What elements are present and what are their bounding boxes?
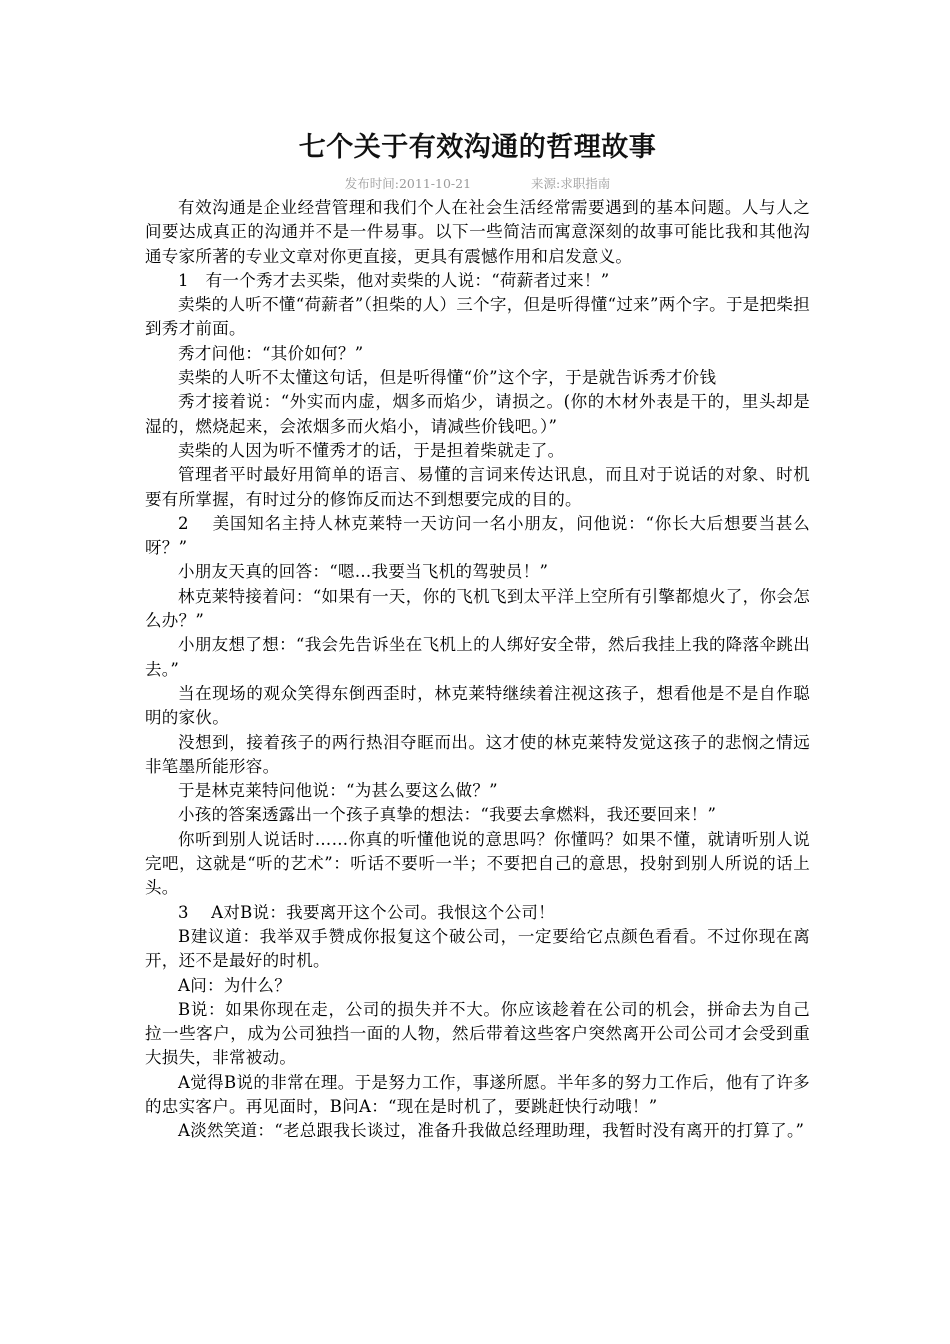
paragraph: B说：如果你现在走，公司的损失并不大。你应该趁着在公司的机会，拼命去为自己拉一些客户，成为公司独挡一面的人物，然后带着这些客户突然离开公司公司才会受到重大损失，非常被动。 — [145, 999, 810, 1068]
paragraph: 2 美国知名主持人林克莱特一天访问一名小朋友，问他说：“你长大后想要当甚么呀？” — [145, 513, 810, 558]
publish-date: 发布时间:2011-10-21 — [344, 176, 472, 191]
paragraph: 林克莱特接着问：“如果有一天，你的飞机飞到太平洋上空所有引擎都熄火了，你会怎么办？” — [145, 586, 810, 631]
paragraph: 有效沟通是企业经营管理和我们个人在社会生活经常需要遇到的基本问题。人与人之间要达成真正的沟通并不是一件易事。以下一些简洁而寓意深刻的故事可能比我和其他沟通专家所著的专业文章对你更直接，更具有震憾作用和启发意义。 — [145, 198, 810, 266]
article — [145, 128, 810, 1144]
article-meta — [145, 174, 810, 194]
paragraph: A淡然笑道：“老总跟我长谈过，准备升我做总经理助理，我暂时没有离开的打算了。” — [178, 1121, 805, 1141]
article-title: 七个关于有效沟通的哲理故事 — [298, 132, 657, 163]
paragraph: 卖柴的人听不懂“荷薪者”（担柴的人）三个字，但是听得懂“过来”两个字。于是把柴担到秀才前面。 — [145, 295, 810, 339]
paragraph: 1 有一个秀才去买柴，他对卖柴的人说：“荷薪者过来！” — [178, 270, 610, 290]
paragraph: B建议道：我举双手赞成你报复这个破公司，一定要给它点颜色看看。不过你现在离开，还不是最好的时机。 — [145, 926, 810, 971]
paragraph: 秀才接着说：“外实而内虚，烟多而焰少，请损之。(你的木材外表是干的，里头却是湿的，燃烧起来，会浓烟多而火焰小，请减些价钱吧。）” — [145, 392, 810, 436]
paragraph: 秀才问他：“其价如何？” — [178, 343, 364, 363]
paragraph: A觉得B说的非常在理。于是努力工作，事遂所愿。半年多的努力工作后，他有了许多的忠实客户。再见面时，B问A：“现在是时机了，要跳赶快行动哦！” — [145, 1072, 810, 1116]
paragraph: A问：为什么？ — [178, 975, 292, 995]
article-source: 来源:求职指南 — [531, 176, 611, 191]
paragraph: 小朋友想了想：“我会先告诉坐在飞机上的人绑好安全带，然后我挂上我的降落伞跳出去。” — [145, 635, 810, 679]
paragraph: 于是林克莱特问他说：“为甚么要这么做？” — [178, 781, 498, 801]
paragraph: 小朋友天真的回答：“嗯…我要当飞机的驾驶员！” — [178, 562, 549, 582]
paragraph: 卖柴的人听不太懂这句话，但是听得懂“价”这个字，于是就告诉秀才价钱 — [178, 368, 717, 388]
paragraph: 管理者平时最好用简单的语言、易懂的言词来传达讯息，而且对于说话的对象、时机要有所掌握，有时过分的修饰反而达不到想要完成的目的。 — [145, 465, 810, 509]
article-body — [145, 196, 810, 1144]
paragraph: 3 A对B说：我要离开这个公司。我恨这个公司！ — [178, 902, 555, 922]
paragraph: 当在现场的观众笑得东倒西歪时，林克莱特继续着注视这孩子，想看他是不是自作聪明的家伙。 — [145, 683, 810, 728]
paragraph: 卖柴的人因为听不懂秀才的话，于是担着柴就走了。 — [178, 440, 565, 460]
paragraph: 没想到，接着孩子的两行热泪夺眶而出。这才使的林克莱特发觉这孩子的悲悯之情远非笔墨所能形容。 — [145, 732, 810, 776]
paragraph: 你听到别人说话时……你真的听懂他说的意思吗？你懂吗？如果不懂，就请听别人说完吧，这就是“听的艺术”：听话不要听一半；不要把自己的意思，投射到别人所说的话上头。 — [145, 829, 810, 898]
paragraph: 小孩的答案透露出一个孩子真挚的想法：“我要去拿燃料，我还要回来！” — [178, 805, 717, 825]
